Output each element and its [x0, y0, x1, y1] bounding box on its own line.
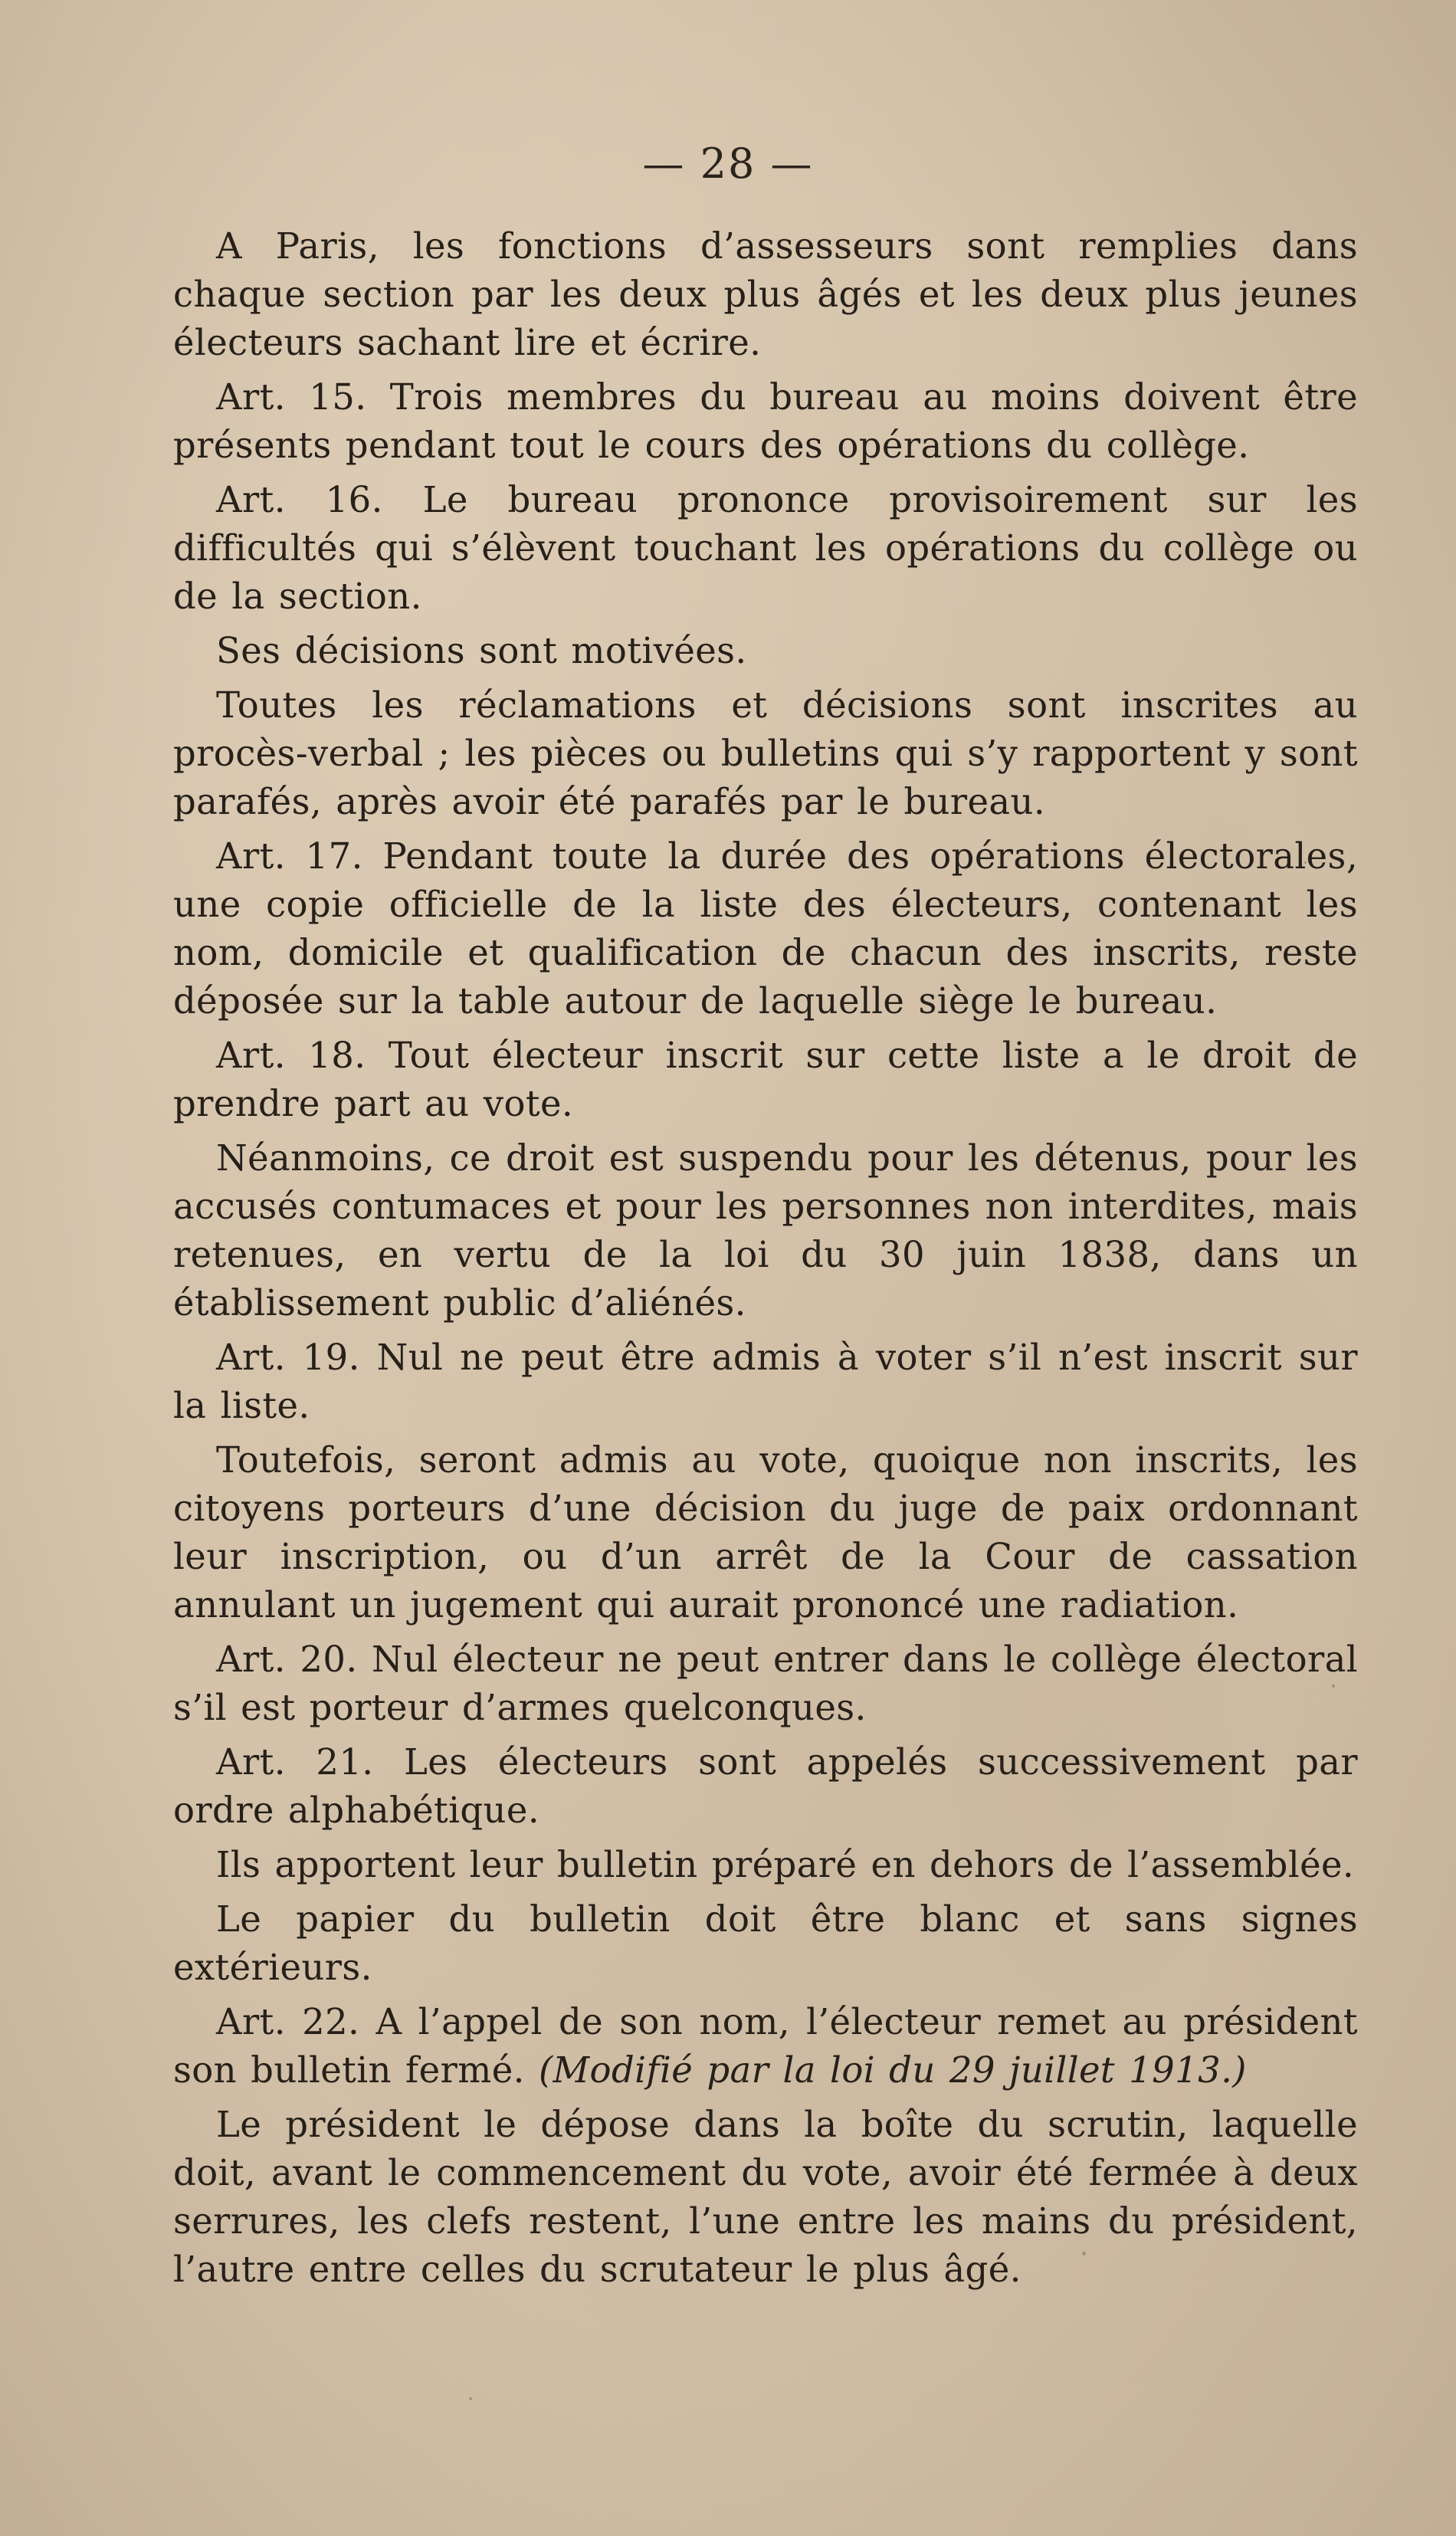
paper-speck: [1304, 861, 1307, 864]
paragraph: Néanmoins, ce droit est suspendu pour les détenus, pour les accusés contumaces et pour les personnes non interdites, mais retenues, en vertu de la loi du 30 juin 1838, dans un établissement public d’aliénés.: [173, 1137, 1358, 1324]
paragraph-art-18: Art. 18. Tout électeur inscrit sur cette liste a le droit de prendre part au vote.: [173, 1035, 1358, 1124]
paragraph: Le papier du bulletin doit être blanc et sans signes extérieurs.: [173, 1898, 1358, 1988]
paper-speck: [1082, 2252, 1086, 2255]
paragraph-art-17: Art. 17. Pendant toute la durée des opérations électorales, une copie officielle de la liste des électeurs, contenant les nom, domicile et qualification de chacun des inscrits, reste déposée sur la table autour de laquelle siège le bureau.: [173, 835, 1358, 1022]
paragraph: Toutefois, seront admis au vote, quoique non inscrits, les citoyens porteurs d’une décision du juge de paix ordonnant leur inscription, ou d’un arrêt de la Cour de cassation annulant un jugement qui aurait prononcé une radiation.: [173, 1439, 1358, 1626]
body-text: [173, 222, 1358, 2300]
paragraph: Toutes les réclamations et décisions sont inscrites au procès-verbal ; les pièces ou bulletins qui s’y rapportent y sont parafés, après avoir été parafés par le bureau.: [173, 684, 1358, 822]
paragraph-art-22: Art. 22. A l’appel de son nom, l’électeur remet au président son bulletin fermé. (Modifié par la loi du 29 juillet 1913.): [173, 2001, 1358, 2091]
paragraph-art-15: Art. 15. Trois membres du bureau au moins doivent être présents pendant tout le cours des opérations du collège.: [173, 376, 1358, 466]
paragraph-art-21: Art. 21. Les électeurs sont appelés successivement par ordre alphabétique.: [173, 1741, 1358, 1831]
paragraph-art-20: Art. 20. Nul électeur ne peut entrer dans le collège électoral s’il est porteur d’armes quelconques.: [173, 1639, 1358, 1728]
paper-speck: [469, 2397, 472, 2400]
paragraph: A Paris, les fonctions d’assesseurs sont remplies dans chaque section par les deux plus âgés et les deux plus jeunes électeurs sachant lire et écrire.: [173, 225, 1358, 363]
paper-speck: [1332, 1685, 1335, 1688]
paragraph-art-16: Art. 16. Le bureau prononce provisoirement sur les difficultés qui s’élèvent touchant les opérations du collège ou de la section.: [173, 479, 1358, 617]
page-number: — 28 —: [642, 139, 814, 188]
paragraph-art-19: Art. 19. Nul ne peut être admis à voter s’il n’est inscrit sur la liste.: [173, 1337, 1358, 1426]
paragraph: Ils apportent leur bulletin préparé en dehors de l’assemblée.: [216, 1844, 1355, 1885]
paragraph: Le président le dépose dans la boîte du scrutin, laquelle doit, avant le commencement du vote, avoir été fermée à deux serrures, les clefs restent, l’une entre les mains du président, l’autre entre celles du scrutateur le plus âgé.: [173, 2104, 1358, 2290]
amendment-note: (Modifié par la loi du 29 juillet 1913.): [539, 2049, 1247, 2091]
paragraph: Ses décisions sont motivées.: [216, 630, 747, 671]
